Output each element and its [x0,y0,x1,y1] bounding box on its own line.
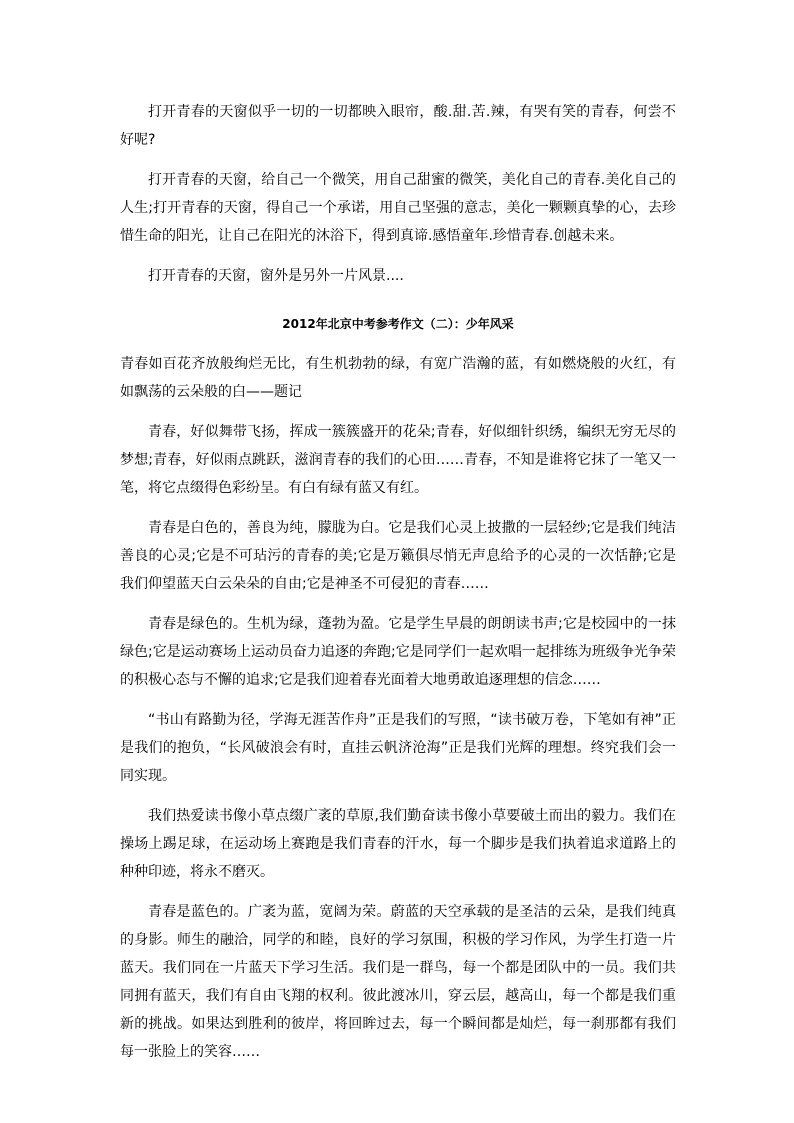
paragraph-body-6: 青春是蓝色的。广袤为蓝，宽阔为荣。蔚蓝的天空承载的是圣洁的云朵，是我们纯真的身影。师生的融洽，同学的和睦，良好的学习氛围，积极的学习作风，为学生打造一片蓝天。我们同在一片蓝天下学习生活。我们是一群鸟，每一个都是团队中的一员。我们共同拥有蓝天，我们有自由飞翔的权利。彼此渡冰川，穿云层，越高山，每一个都是我们重新的挑战。如果达到胜利的彼岸，将回眸过去，每一个瞬间都是灿烂，每一刹那都有我们每一张脸上的笑容…… [120,904,676,1060]
paragraph-top-3: 打开青春的天窗，窗外是另外一片风景.... [148,268,404,284]
paragraph-body-2: 青春是白色的，善良为纯，朦胧为白。它是我们心灵上披撒的一层轻纱;它是我们纯洁善良的心灵;它是不可玷污的青春的美;它是万籁俱尽悄无声息给予的心灵的一次恬静;它是我们仰望蓝天白云朵朵的自由;它是神圣不可侵犯的青春…… [120,520,676,592]
paragraph-body-3: 青春是绿色的。生机为绿，蓬勃为盈。它是学生早晨的朗朗读书声;它是校园中的一抹绿色;它是运动赛场上运动员奋力追逐的奔跑;它是同学们一起欢唱一起排练为班级争光争荣的积极心态与不懈的追求;它是我们迎着春光面着大地勇敢追逐理想的信念…… [120,616,676,688]
epigraph: 青春如百花齐放般绚烂无比，有生机勃勃的绿，有宽广浩瀚的蓝，有如燃烧般的火红，有如飘荡的云朵般的白——题记 [120,356,676,400]
paragraph-body-1: 青春，好似舞带飞扬，挥成一簇簇盛开的花朵;青春，好似细针织绣，编织无穷无尽的梦想;青春，好似雨点跳跃，滋润青春的我们的心田……青春，不知是谁将它抹了一笔又一笔，将它点缀得色彩纷呈。有白有绿有蓝又有红。 [120,424,676,496]
section-heading: 2012年北京中考参考作文（二）：少年风采 [282,317,514,331]
document-page [120,98,676,1066]
paragraph-body-4: “书山有路勤为径，学海无涯苦作舟”正是我们的写照，“读书破万卷，下笔如有神”正是我们的抱负，“长风破浪会有时，直挂云帆济沧海”正是我们光辉的理想。终究我们会一同实现。 [120,712,676,784]
paragraph-top-1: 打开青春的天窗似乎一切的一切都映入眼帘，酸.甜.苦.辣，有哭有笑的青春，何尝不好呢? [120,104,676,148]
paragraph-top-2: 打开青春的天窗，给自己一个微笑，用自己甜蜜的微笑，美化自己的青春.美化自己的人生;打开青春的天窗，得自己一个承诺，用自己坚强的意志，美化一颗颗真挚的心，去珍惜生命的阳光，让自己在阳光的沐浴下，得到真谛.感悟童年.珍惜青春.创越未来。 [120,172,676,244]
paragraph-body-5: 我们热爱读书像小草点缀广袤的草原,我们勤奋读书像小草要破土而出的毅力。我们在操场上踢足球，在运动场上赛跑是我们青春的汗水，每一个脚步是我们执着追求道路上的种种印迹，将永不磨灭。 [120,808,676,880]
